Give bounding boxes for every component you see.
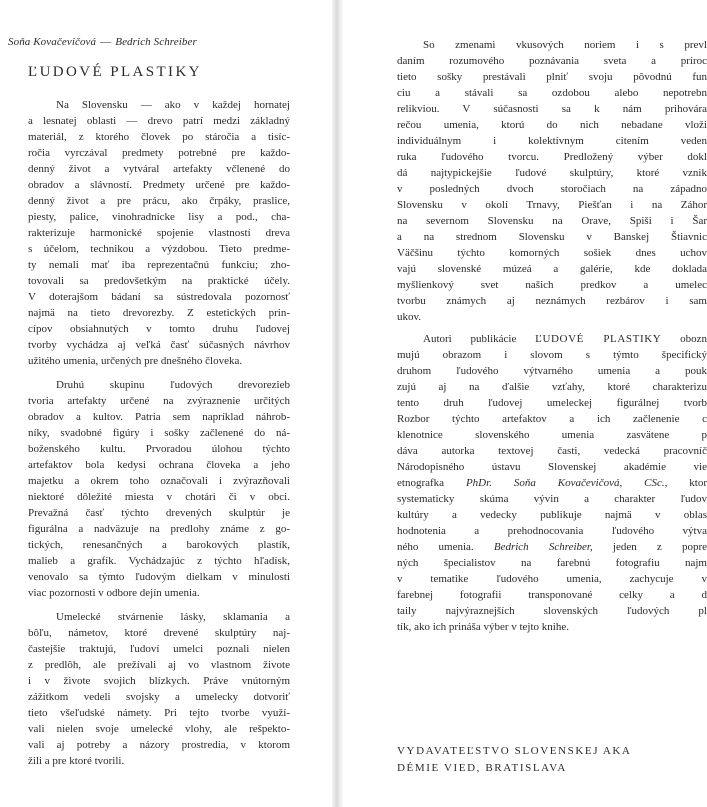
text-line: zujú aj na ďalšie vzťahy, ktoré charakterizu — [397, 381, 707, 393]
text-line: boženského kultu. Prvoradou úlohou týchto — [28, 443, 290, 455]
publisher-line: DÉMIE VIED, BRATISLAVA — [397, 762, 567, 774]
text-line: kultúry a vedecky publikuje najmä v oblas — [397, 509, 707, 521]
text-line: V doterajšom bádaní sa sústredovala pozornosť — [28, 291, 290, 303]
publisher-line: VYDAVATEĽSTVO SLOVENSKEJ AKA — [397, 745, 632, 757]
text-line: tických, renesančných a barokových plastík, — [28, 539, 290, 551]
text-line: Druhú skupinu ľudových drevorezieb — [56, 379, 290, 391]
text-line: vajú slovenské múzeá a galérie, kde doklada — [397, 263, 707, 275]
text-line: níky, svadobné figúry i sošky začlenené do ná- — [28, 427, 290, 439]
text-line: užitého umenia, určených pre dnešného človeka. — [28, 355, 243, 367]
text-line: bôľu, námetov, ktoré drevené skulptúry naj- — [28, 627, 290, 639]
text-line: druhom ľudového výtvarného umenia a pouk — [397, 365, 707, 377]
author-separator: — — [100, 36, 112, 48]
text-line: a lesnatej oblasti — drevo patrí medzi základný — [28, 115, 290, 127]
text-line: ročia vyrczával predmety potrebné pre každo- — [28, 147, 290, 159]
text-line: Umelecké stvárnenie lásky, sklamania a — [56, 611, 290, 623]
text-line: Národopisného ústavu Slovenskej akadémie vie — [397, 461, 707, 473]
text-line: Slovensku v okolí Trnavy, Piešťan i na Záhor — [397, 199, 707, 211]
text-line: majetku a okrem toho označovali i zvýrazňovali — [28, 475, 290, 487]
right-page — [341, 0, 707, 807]
left-page — [0, 0, 333, 807]
authors-line — [8, 36, 197, 48]
text-line: Prevažná časť týchto drevených skulptúr je — [28, 507, 290, 519]
text-line: taily najvýraznejších slovenských ľudových pl — [397, 605, 707, 617]
text-line: systematicky skúma vývin a charakter ľudov — [397, 493, 707, 505]
text-line: viac pozornosti v odbore dejín umenia. — [28, 587, 200, 599]
text-line: rečou umenia, ktorú do nich nebadane vloži — [397, 119, 707, 131]
text-line: denný život a pre prácu, ako črpáky, praslice, — [28, 195, 290, 207]
text-line: v posledných dvoch storočiach na západno — [397, 183, 707, 195]
text-line: na severnom Slovensku na Orave, Spiši i Šar — [397, 215, 707, 227]
text-line: etnografka PhDr. Soňa Kovačevičová, CSc., ktor — [397, 477, 707, 489]
text-line: ukov. — [397, 311, 422, 323]
text-line: malieb a grafík. Vychádzajúc z týchto hľadísk, — [28, 555, 290, 567]
text-line: i v živote svojich blízkych. Práve vnútorným — [28, 675, 290, 687]
text-line: tvorbu známych aj neznámych rezbárov i sam — [397, 295, 707, 307]
text-line: tento druh ľudovej umeleckej figurálnej tvorb — [397, 397, 707, 409]
text-line: žili a pre ktoré tvorili. — [28, 755, 125, 767]
text-line: Rozbor týchto artefaktov a ich začlenenie c — [397, 413, 707, 425]
text-line: dáva autorka textovej časti, vedecká pracovníč — [397, 445, 707, 457]
text-line: ty nemali mať iba reprezentačnú funkciu; zho- — [28, 259, 290, 271]
text-line: figurálna a nadväzuje na predlohy známe z go- — [28, 523, 290, 535]
text-line: rakterizuje harmonické spojenie vlastností dreva — [28, 227, 290, 239]
text-line: tieto všeľudské námety. Pri tejto tvorbe využí- — [28, 707, 290, 719]
text-line: obradov a kultov. Patria sem napríklad náhrob- — [28, 411, 290, 423]
text-line: ruka ľudového tvorcu. Predložený výber dokl — [397, 151, 707, 163]
text-line: cípov obsiahnutých v tomto druhu ľudovej — [28, 323, 290, 335]
text-line: venovalo sa týmto ľudovým dielkam v minulosti — [28, 571, 290, 583]
text-line: dá najtypickejšie ľudové skulptúry, ktoré vznik — [397, 167, 707, 179]
text-line: vali nielen svoje umelecké vlohy, ale rešpekto- — [28, 723, 290, 735]
text-line: relikviou. V súčasnosti sa k nám prihovára — [397, 103, 707, 115]
text-line: z predlôh, ale prežívali aj vo vlastnom živote — [28, 659, 290, 671]
text-line: obradov a slávností. Predmety určené pre každo- — [28, 179, 290, 191]
text-line: ných špecialistov na farebnú fotografiu najm — [397, 557, 707, 569]
text-line: tvorby vychádza aj veľká časť súčasných návrhov — [28, 339, 290, 351]
text-line: s účelom, technikou a výzdobou. Tieto predme- — [28, 243, 290, 255]
text-line: tovovali sa predovšetkým na praktické účely. — [28, 275, 290, 287]
text-line: Na Slovensku — ako v každej hornatej — [56, 99, 290, 111]
text-line: zážitkom vedeli svojsky a umelecky dotvoriť — [28, 691, 290, 703]
text-line: tík, ako ich prináša výber v tejto knihe. — [397, 621, 569, 633]
text-line: klenotnice slovenského umenia zasvätene p — [397, 429, 707, 441]
text-line: častejšie traktujú, ľudoví umelci poznali nielen — [28, 643, 290, 655]
text-line: individuálnym i kolektívnym citením veden — [397, 135, 707, 147]
text-line: niektoré dôležité miesta v chotári či v obci. — [28, 491, 290, 503]
text-line: vali aj potreby a názory prostredia, v ktorom — [28, 739, 290, 751]
text-line: tieto sošky prestávali plniť svoju pôvodnú fun — [397, 71, 707, 83]
text-line: So zmenami vkusových noriem i s prevl — [423, 39, 707, 51]
author-name: Bedrich Schreiber — [115, 36, 197, 48]
text-line: daním rozumového poznávania sveta a príroc — [397, 55, 707, 67]
text-line: Autori publikácie ĽUDOVÉ PLASTIKY obozn — [423, 333, 707, 345]
author-name: Soňa Kovačevičová — [8, 36, 97, 48]
text-line: tvoria artefakty určené na zvýraznenie určitých — [28, 395, 290, 407]
text-line: farebnej fotografii transponované celky a d — [397, 589, 707, 601]
page-title: ĽUDOVÉ PLASTIKY — [28, 64, 202, 80]
text-line: a na strednom Slovensku v Banskej Štiavnic — [397, 231, 707, 243]
text-line: denný život a vytváral artefakty včlenené do — [28, 163, 290, 175]
text-line: v tematike ľudového umenia, zachycuje v — [397, 573, 707, 585]
text-line: ného umenia. Bedrich Schreiber, jeden z popre — [397, 541, 707, 553]
text-line: ciu a stávali sa ozdobou alebo nepotrebn — [397, 87, 707, 99]
text-line: artefaktov bola kedysi ochrana človeka a jeho — [28, 459, 290, 471]
text-line: hodnotenia a prehodnocovania ľudového výtva — [397, 525, 707, 537]
text-line: piesty, palice, vinohradnícke lisy a pod., cha- — [28, 211, 290, 223]
text-line: Väčšinu týchto komorných sošiek dnes uchov — [397, 247, 707, 259]
text-line: najmä na tieto drevorezby. Z estetických prin- — [28, 307, 290, 319]
text-line: materiál, z ktorého človek po stáročia a tisíc- — [28, 131, 290, 143]
text-line: myšlienkový svet našich predkov a umelec — [397, 279, 707, 291]
text-line: mujú obrazom i slovom s týmto špecifický — [397, 349, 707, 361]
